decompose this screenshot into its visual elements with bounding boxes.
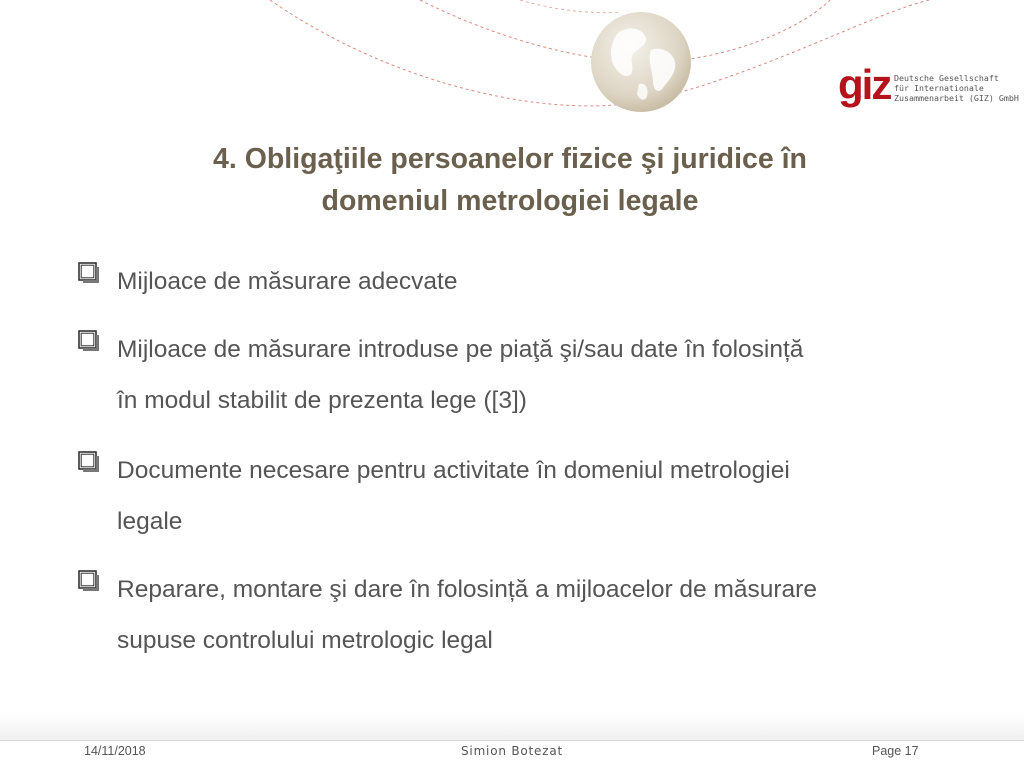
- bullet-line: Documente necesare pentru activitate în domeniul metrologiei: [117, 457, 790, 484]
- title-line: domeniul metrologiei legale: [321, 185, 699, 217]
- checkbox-square-icon: [78, 330, 100, 352]
- title-line: 4. Obligaţiile persoanelor fizice şi juridice în: [213, 143, 807, 175]
- footer-author: Simion Botezat: [461, 744, 563, 758]
- footer-divider: [0, 740, 1024, 741]
- bullet-line: Reparare, montare şi dare în folosință a mijloacelor de măsurare: [117, 576, 817, 603]
- checkbox-square-icon: [78, 262, 100, 284]
- org-line: Deutsche Gesellschaft: [894, 73, 999, 83]
- bullet-line: supuse controlului metrologic legal: [117, 627, 493, 654]
- bullet-line: în modul stabilit de prezenta lege ([3]): [117, 387, 527, 414]
- footer-page-number: Page 17: [872, 744, 919, 758]
- bullet-text: [117, 256, 957, 307]
- checkbox-square-icon: [78, 570, 100, 592]
- bullet-text: [117, 445, 957, 547]
- giz-logo-mark: giz: [838, 61, 891, 108]
- bullet-line: legale: [117, 508, 183, 535]
- checkbox-square-icon: [78, 451, 100, 473]
- org-line: Zusammenarbeit (GIZ) GmbH: [894, 93, 1019, 103]
- bullet-text: [117, 324, 957, 426]
- bullet-text: [117, 564, 957, 666]
- footer-shade: [0, 712, 1024, 740]
- bullet-line: Mijloace de măsurare adecvate: [117, 268, 458, 295]
- bullet-line: Mijloace de măsurare introduse pe piaţă şi/sau date în folosință: [117, 336, 804, 363]
- footer-date: 14/11/2018: [84, 744, 146, 758]
- org-line: für Internationale: [894, 83, 984, 93]
